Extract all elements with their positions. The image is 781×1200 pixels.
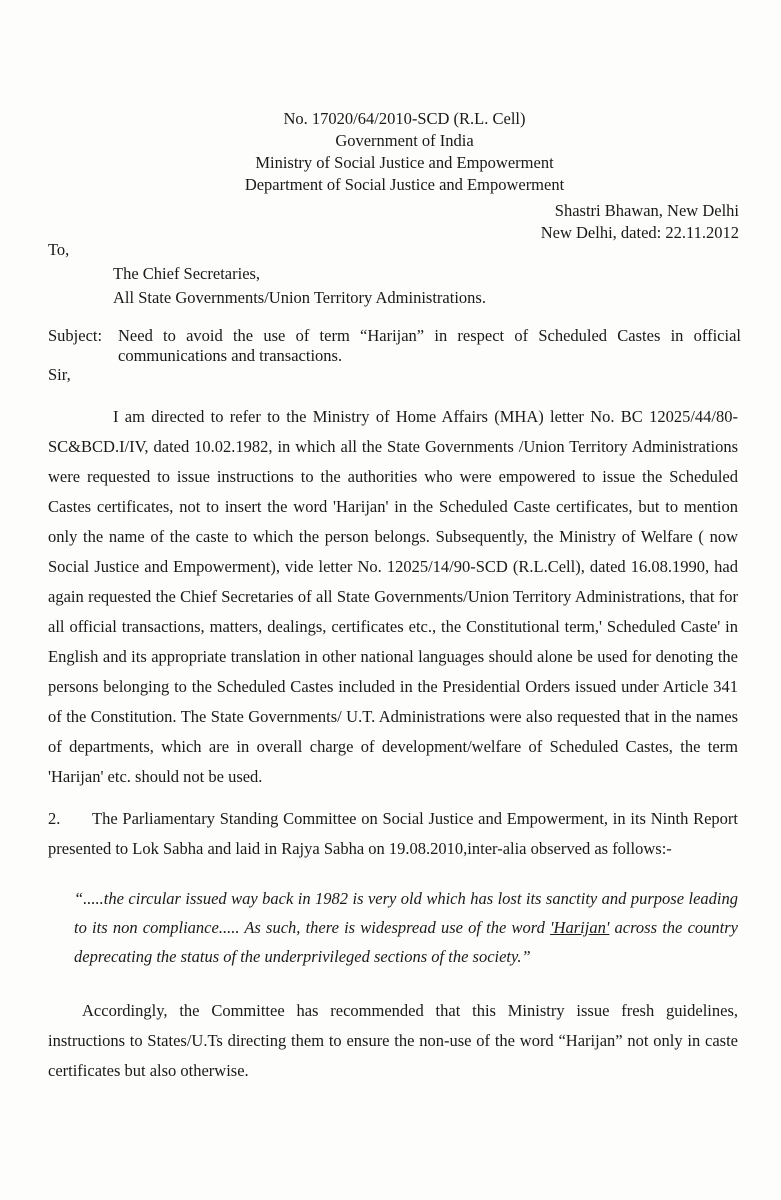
government-name: Government of India — [335, 131, 474, 150]
subject-label: Subject: — [48, 326, 103, 345]
quote-text-after: across the country deprecating the status of the underprivileged sections of the society.” — [74, 918, 738, 966]
subject-block — [48, 326, 741, 366]
salutation: Sir, — [48, 365, 71, 384]
paragraph-2 — [48, 804, 738, 864]
quote-text-before: “.....the circular issued way back in 1982 is very old which has lost its sanctity and purpose leading to its non compliance..... As such, there is widespread use of the word — [74, 889, 738, 937]
office-address: Shastri Bhawan, New Delhi — [554, 201, 739, 220]
paragraph-3: Accordingly, the Committee has recommended that this Ministry issue fresh guidelines, instructions to States/U.Ts directing them to ensure the non-use of the word “Harijan” not only in caste certificates but also otherwise. — [48, 1001, 738, 1080]
to-label: To, — [48, 240, 70, 259]
addressee-line-2: All State Governments/Union Territory Administrations. — [113, 288, 486, 307]
reference-number: No. 17020/64/2010-SCD (R.L. Cell) — [283, 109, 526, 128]
department-name: Department of Social Justice and Empowerment — [244, 175, 565, 194]
paragraph-1: I am directed to refer to the Ministry of Home Affairs (MHA) letter No. BC 12025/44/80-SC&BCD.I/IV, dated 10.02.1982, in which all the State Governments /Union Territory Administrations were requested to issue instructions to the authorities who were empowered to issue the Scheduled Castes certificates, not to insert the word 'Harijan' in the Scheduled Caste certificates, but to mention only the name of the caste to which the person belongs. Subsequently, the Ministry of Welfare ( now Social Justice and Empowerment), vide letter No. 12025/14/90-SCD (R.L.Cell), dated 16.08.1990, had again requested the Chief Secretaries of all State Governments/Union Territory Administrations, that for all official transactions, matters, dealings, certificates etc., the Constitutional term,' Scheduled Caste' in English and its appropriate translation in other national languages should alone be used for denoting the persons belonging to the Scheduled Castes included in the Presidential Orders issued under Article 341 of the Constitution. The State Governments/ U.T. Administrations were also requested that in the names of departments, which are in overall charge of development/welfare of Scheduled Castes, the term 'Harijan' etc. should not be used. — [48, 407, 738, 786]
quote-underlined-word: 'Harijan' — [550, 918, 610, 937]
place-and-date — [541, 200, 739, 244]
addressee-line-1: The Chief Secretaries, — [113, 264, 261, 283]
paragraph-2-text: The Parliamentary Standing Committee on Social Justice and Empowerment, in its Ninth Report presented to Lok Sabha and laid in Rajya Sabha on 19.08.2010,inter-alia observed as follows:- — [48, 809, 738, 858]
ministry-name: Ministry of Social Justice and Empowerment — [255, 153, 554, 172]
letter-date: New Delhi, dated: 22.11.2012 — [540, 223, 739, 242]
committee-quote — [74, 884, 738, 971]
addressee — [113, 262, 486, 310]
letter-header — [0, 108, 781, 196]
paragraph-2-number: 2. — [48, 809, 61, 828]
subject-text: Need to avoid the use of term “Harijan” in respect of Scheduled Castes in official communications and transactions. — [118, 326, 741, 365]
